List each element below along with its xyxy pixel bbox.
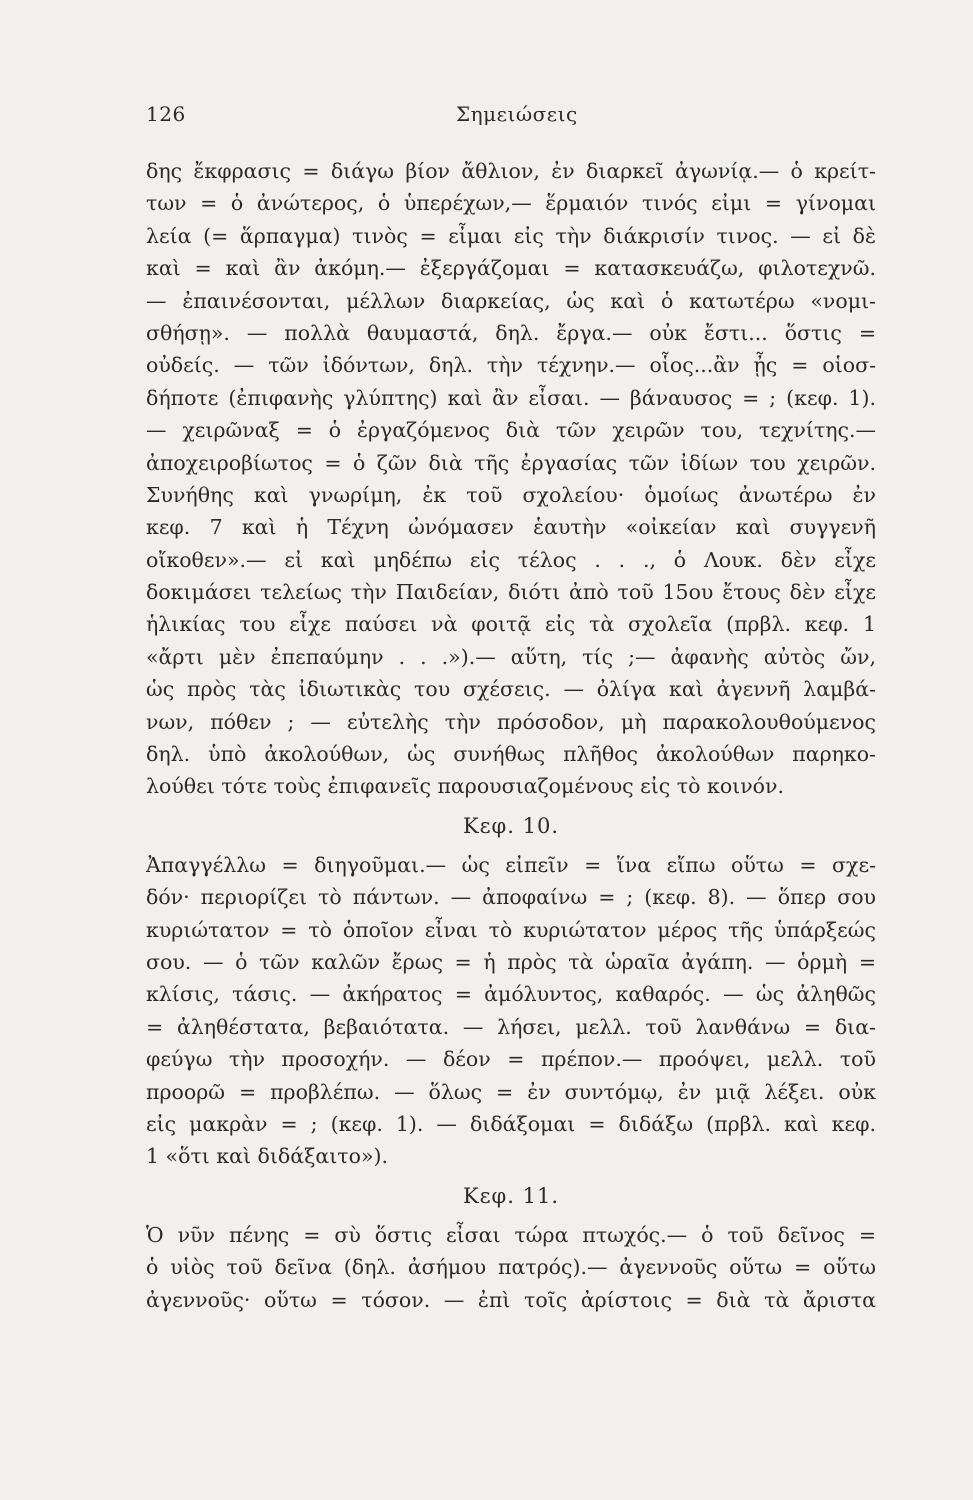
- text-line: δήποτε (ἐπιφανὴς γλύπτης) καὶ ἂν εἶσαι. — βάναυσος = ; (κεφ. 1).: [146, 385, 876, 410]
- text-line: καὶ = καὶ ἂν ἀκόμη.— ἐξεργάζομαι = κατασκευάζω, φιλοτεχνῶ.: [146, 256, 876, 281]
- text-line: λούθει τότε τοὺς ἐπιφανεῖς παρουσιαζομένους εἰς τὸ κοινόν.: [146, 774, 784, 799]
- text-line: = ἀληθέστατα, βεβαιότατα. — λήσει, μελλ. τοῦ λανθάνω = δια-: [146, 1014, 876, 1039]
- text-line: φεύγω τὴν προσοχήν. — δέον = πρέπον.— προόψει, μελλ. τοῦ: [146, 1047, 876, 1072]
- chapter-heading-10: Κεφ. 10.: [462, 813, 560, 838]
- text-line: — ἐπαινέσονται, μέλλων διαρκείας, ὡς καὶ ὁ κατωτέρω «νομι-: [146, 288, 876, 313]
- text-line: ὁ υἱὸς τοῦ δεῖνα (δηλ. ἀσήμου πατρός).— ἀγεννοῦς οὕτω = οὕτω: [146, 1255, 876, 1280]
- text-line: 1 «ὅτι καὶ διδάξαιτο»).: [146, 1144, 389, 1169]
- text-line: «ἄρτι μὲν ἐπεπαύμην . . .»).— αὕτη, τίς ;— ἀφανὴς αὐτὸς ὤν,: [146, 644, 876, 669]
- page-header: [146, 100, 876, 132]
- notes-text: [146, 155, 876, 1316]
- text-line: Ἀπαγγέλλω = διηγοῦμαι.— ὡς εἰπεῖν = ἵνα εἴπω οὕτω = σχε-: [146, 852, 876, 877]
- text-line: κλίσις, τάσις. — ἀκήρατος = ἀμόλυντος, καθαρός. — ὡς ἀληθῶς: [146, 982, 876, 1007]
- text-line: ἀποχειροβίωτος = ὁ ζῶν διὰ τῆς ἐργασίας τῶν ἰδίων του χειρῶν.: [146, 450, 876, 475]
- text-line: δηλ. ὑπὸ ἀκολούθων, ὡς συνήθως πλῆθος ἀκολούθων παρηκο-: [146, 742, 876, 767]
- text-line: οἴκοθεν».— εἰ καὶ μηδέπω εἰς τέλος . . ., ὁ Λουκ. δὲν εἶχε: [146, 547, 876, 572]
- text-line: κεφ. 7 καὶ ἡ Τέχνη ὠνόμασεν ἑαυτὴν «οἰκείαν καὶ συγγενῆ: [146, 515, 876, 540]
- page-number: 126: [146, 102, 186, 126]
- text-line: κυριώτατον = τὸ ὁποῖον εἶναι τὸ κυριώτατον μέρος τῆς ὑπάρξεώς: [146, 917, 876, 942]
- text-line: δοκιμάσει τελείως τὴν Παιδείαν, διότι ἀπὸ τοῦ 15ου ἔτους δὲν εἶχε: [146, 580, 876, 605]
- running-title: Σημειώσεις: [456, 102, 578, 126]
- notes-block-3: [146, 1219, 876, 1316]
- text-line: δης ἔκφρασις = διάγω βίον ἄθλιον, ἐν διαρκεῖ ἀγωνίᾳ.— ὁ κρείτ-: [146, 159, 876, 183]
- text-line: σου. — ὁ τῶν καλῶν ἔρως = ἡ πρὸς τὰ ὡραῖα ἀγάπη. — ὁρμὴ =: [146, 949, 876, 974]
- text-line: ἡλικίας του εἶχε παύσει νὰ φοιτᾷ εἰς τὰ σχολεῖα (πρβλ. κεφ. 1: [146, 612, 876, 637]
- text-line: λεία (= ἅρπαγμα) τινὸς = εἶμαι εἰς τὴν διάκρισίν τινος. — εἰ δὲ: [146, 223, 876, 248]
- notes-block-1: [146, 155, 876, 803]
- notes-block-2: [146, 849, 876, 1173]
- text-line: Ὁ νῦν πένης = σὺ ὅστις εἶσαι τώρα πτωχός.— ὁ τοῦ δεῖνος =: [146, 1222, 876, 1247]
- text-line: — χειρῶναξ = ὁ ἐργαζόμενος διὰ τῶν χειρῶν του, τεχνίτης.—: [146, 418, 876, 443]
- text-line: προορῶ = προβλέπω. — ὅλως = ἐν συντόμῳ, ἐν μιᾷ λέξει. οὐκ: [146, 1079, 876, 1104]
- text-line: Συνήθης καὶ γνωρίμη, ἐκ τοῦ σχολείου· ὁμοίως ἀνωτέρω ἐν: [146, 482, 876, 507]
- text-line: των = ὁ ἀνώτερος, ὁ ὑπερέχων,— ἕρμαιόν τινός εἰμι = γίνομαι: [146, 191, 876, 216]
- text-line: οὐδείς. — τῶν ἰδόντων, δηλ. τὴν τέχνην.— οἷος...ἂν ᾖς = οἱοσ-: [146, 353, 876, 378]
- text-line: δόν· περιορίζει τὸ πάντων. — ἀποφαίνω = ; (κεφ. 8). — ὅπερ σου: [146, 885, 876, 910]
- text-line: ἀγεννοῦς· οὕτω = τόσον. — ἐπὶ τοῖς ἀρίστοις = διὰ τὰ ἄριστα: [146, 1287, 876, 1312]
- text-line: νων, πόθεν ; — εὐτελὴς τὴν πρόσοδον, μὴ παρακολουθούμενος: [146, 709, 876, 734]
- text-line: ὡς πρὸς τὰς ἰδιωτικὰς του σχέσεις. — ὀλίγα καὶ ἀγεννῆ λαμβά-: [146, 677, 876, 702]
- chapter-heading-11: Κεφ. 11.: [462, 1183, 560, 1208]
- text-line: σθήσῃ». — πολλὰ θαυμαστά, δηλ. ἔργα.— οὐκ ἔστι... ὅστις =: [146, 320, 876, 345]
- text-line: εἰς μακρὰν = ; (κεφ. 1). — διδάξομαι = διδάξω (πρβλ. καὶ κεφ.: [146, 1111, 876, 1136]
